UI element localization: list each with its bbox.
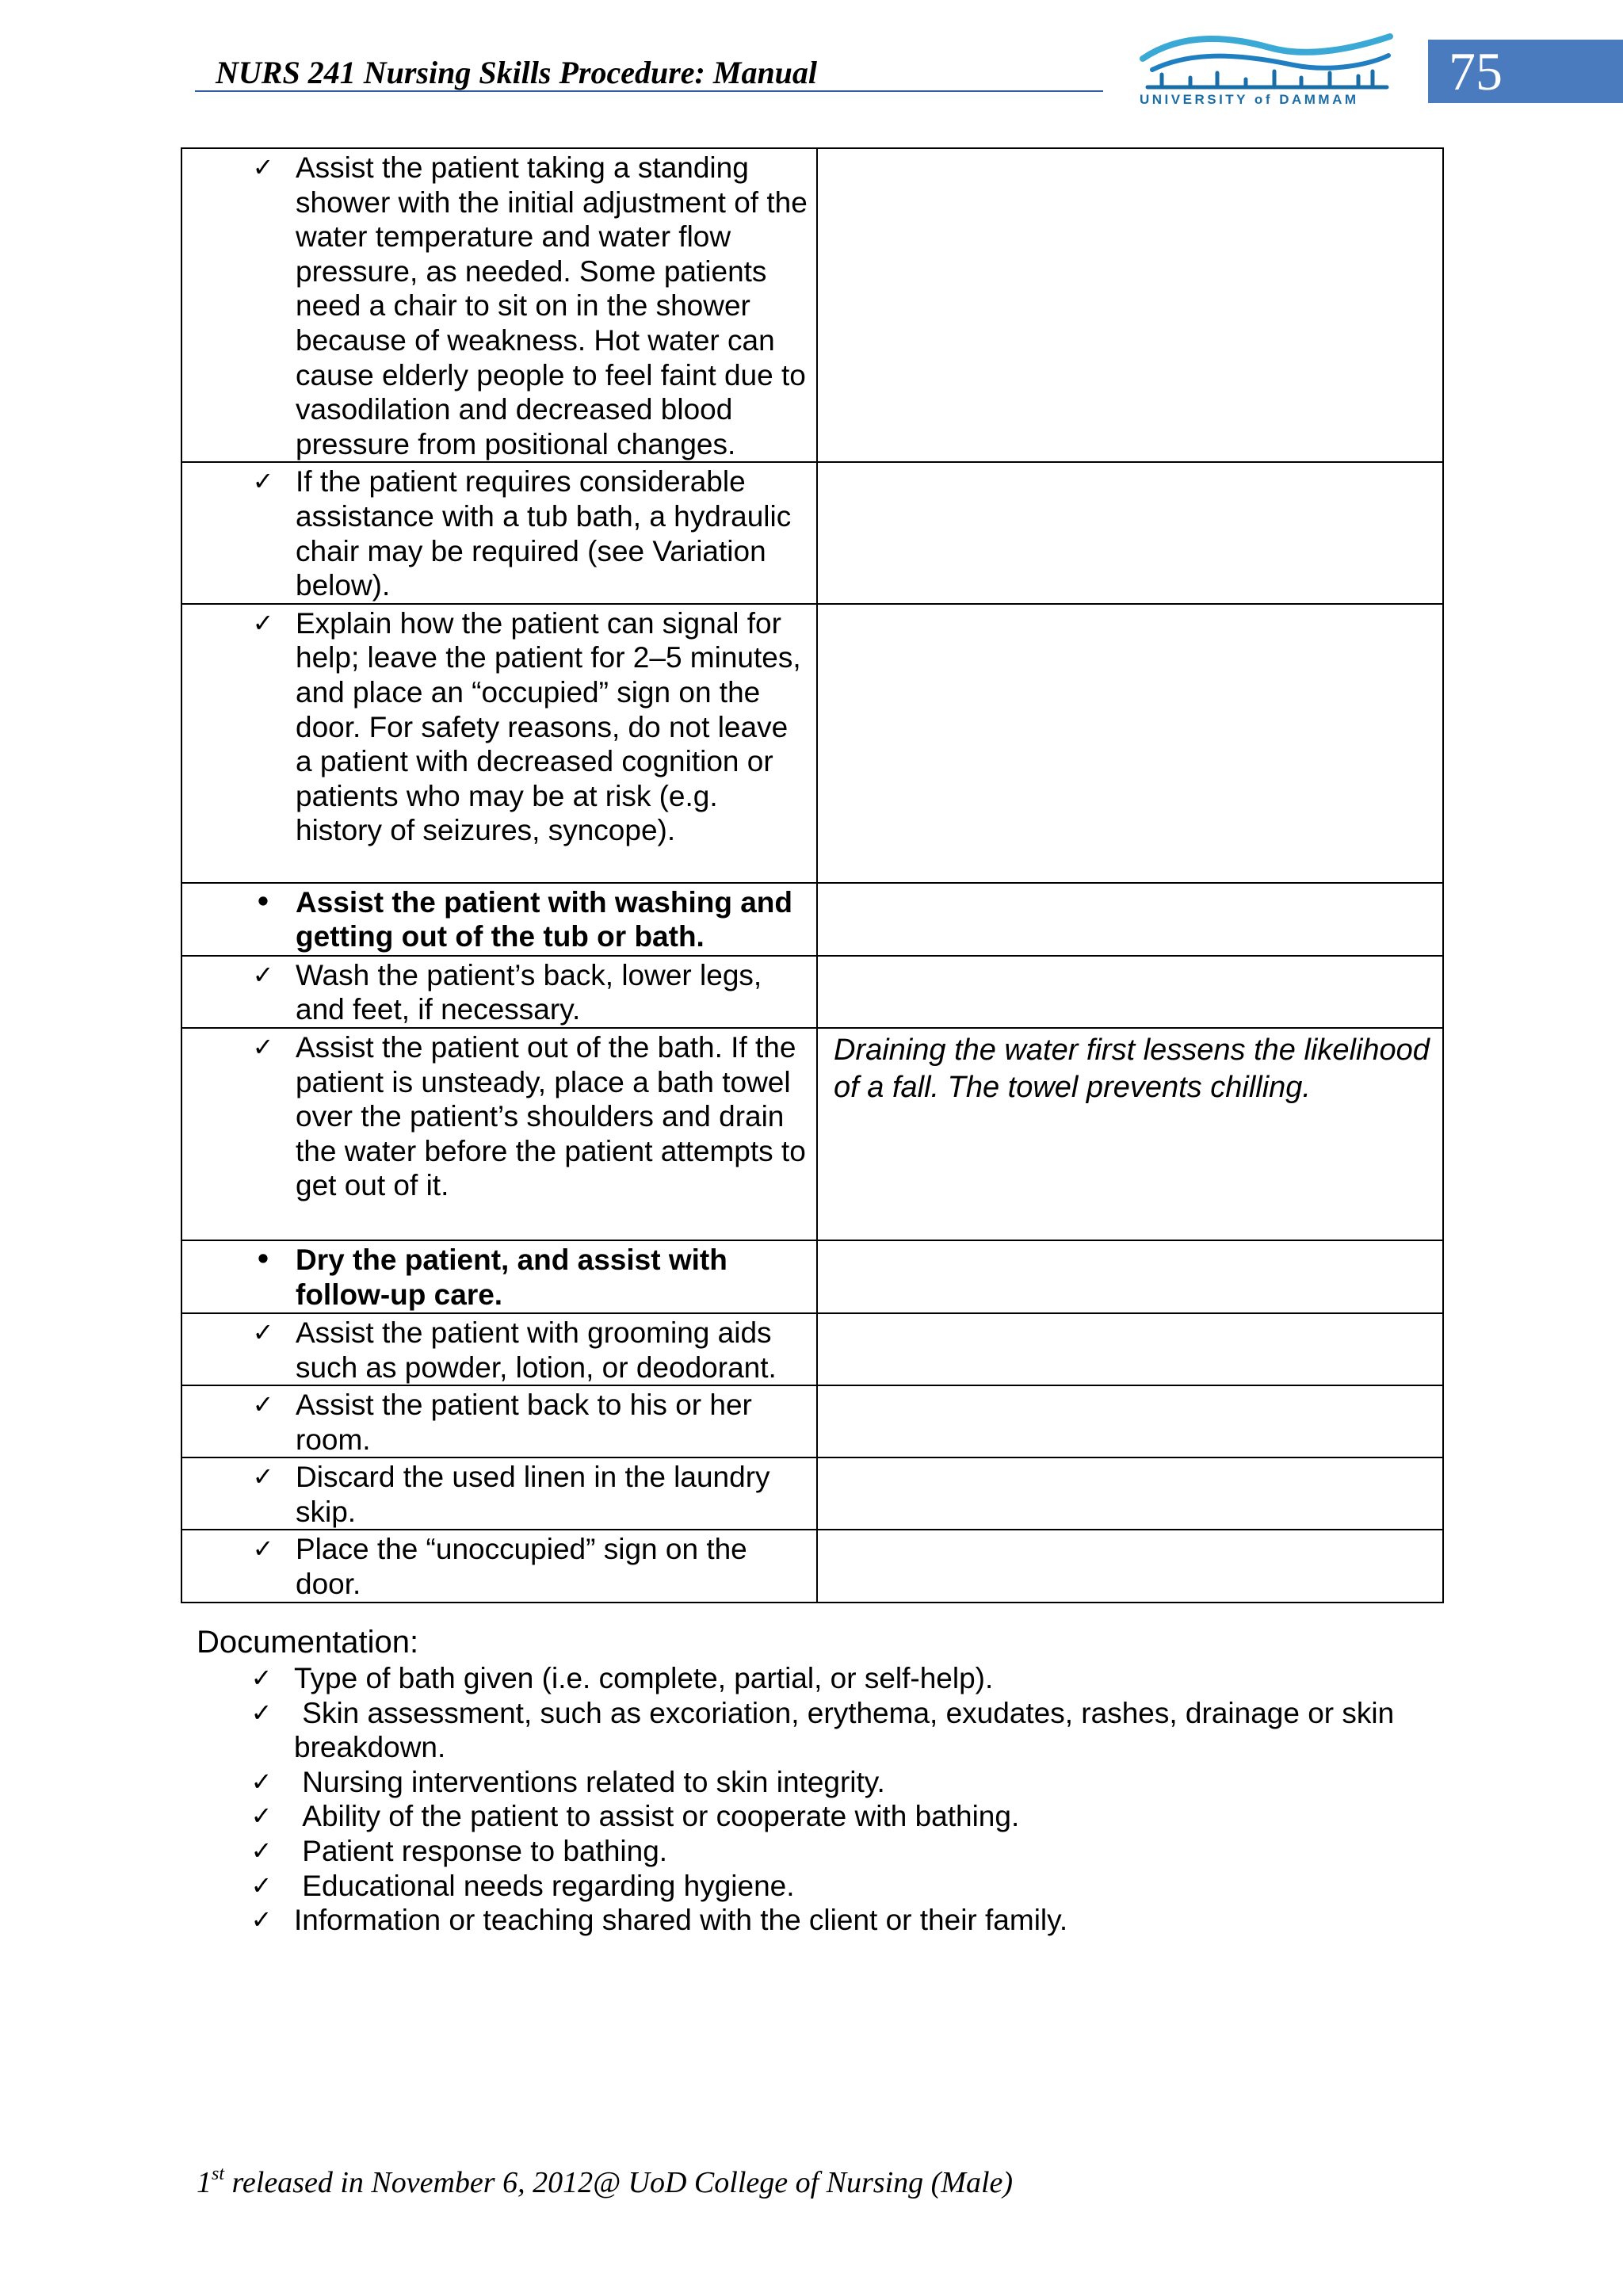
- step-text: Assist the patient out of the bath. If the patient is unsteady, place a bath towel over the patient’s shoulders and drain the water before the patient attempts to get out of it.: [296, 1030, 806, 1202]
- step-text: Assist the patient with grooming aids such as powder, lotion, or deodorant.: [296, 1316, 777, 1384]
- checkmark-icon: ✓: [250, 1801, 273, 1832]
- rationale-cell: [817, 1028, 1443, 1240]
- checkmark-icon: ✓: [252, 959, 274, 990]
- rationale-text: [818, 149, 1442, 152]
- documentation-item-text: Information or teaching shared with the client or their family.: [294, 1904, 1068, 1937]
- checkmark-icon: ✓: [250, 1697, 273, 1728]
- step-cell: [181, 604, 817, 883]
- step-cell: [181, 1385, 817, 1457]
- documentation-item-text: Skin assessment, such as excoriation, erythema, exudates, rashes, drainage or skin breakdown.: [294, 1696, 1403, 1764]
- rationale-text: [818, 957, 1442, 960]
- step-cell: [181, 1028, 817, 1240]
- bullet-icon: •: [254, 1244, 272, 1274]
- procedure-row: [181, 1457, 1443, 1530]
- checkmark-icon: ✓: [252, 466, 274, 497]
- procedure-row: [181, 1240, 1443, 1313]
- logo-arabic-script: [1148, 71, 1387, 87]
- rationale-text: [818, 1386, 1442, 1389]
- step-cell: [181, 1457, 817, 1530]
- procedure-row: [181, 883, 1443, 956]
- checkmark-icon: ✓: [252, 607, 274, 638]
- rationale-text: [818, 605, 1442, 608]
- step-text: Wash the patient’s back, lower legs, and feet, if necessary.: [296, 958, 762, 1026]
- procedure-row: [181, 1313, 1443, 1385]
- step-cell: [181, 1240, 817, 1313]
- rationale-cell: [817, 604, 1443, 883]
- procedure-row: [181, 1385, 1443, 1457]
- documentation-item: [181, 1661, 1465, 1696]
- logo-wave-top: [1143, 36, 1390, 59]
- rationale-cell: [817, 462, 1443, 603]
- step-text: Assist the patient back to his or her room.: [296, 1389, 752, 1456]
- checkmark-icon: ✓: [252, 152, 274, 182]
- step-cell: [181, 462, 817, 603]
- procedure-row: [181, 604, 1443, 883]
- checkmark-icon: ✓: [250, 1904, 273, 1935]
- page-number: 75: [1428, 40, 1623, 103]
- logo-text: UNIVERSITY of DAMMAM: [1140, 92, 1359, 107]
- step-text: Discard the used linen in the laundry skip.: [296, 1461, 770, 1528]
- documentation-item: [181, 1903, 1465, 1938]
- checkmark-icon: ✓: [250, 1766, 273, 1797]
- documentation-item: [181, 1696, 1465, 1765]
- step-text: Place the “unoccupied” sign on the door.: [296, 1533, 747, 1601]
- logo-wave-bottom: [1152, 55, 1388, 70]
- step-heading: Assist the patient with washing and getting out of the tub or bath.: [296, 885, 793, 953]
- procedure-row: [181, 956, 1443, 1028]
- documentation-item: [181, 1799, 1465, 1834]
- footer-ordinal: 1: [197, 2166, 212, 2199]
- checkmark-icon: ✓: [252, 1534, 274, 1564]
- rationale-cell: [817, 1385, 1443, 1457]
- header-title: NURS 241 Nursing Skills Procedure: Manual: [216, 55, 818, 90]
- checkmark-icon: ✓: [252, 1389, 274, 1420]
- documentation-item-text: Educational needs regarding hygiene.: [294, 1869, 795, 1902]
- documentation-item-text: Ability of the patient to assist or cooperate with bathing.: [294, 1800, 1020, 1833]
- documentation-list: [181, 1661, 1465, 1938]
- rationale-text: [818, 1458, 1442, 1461]
- rationale-cell: [817, 1457, 1443, 1530]
- documentation-item-text: Nursing interventions related to skin integrity.: [294, 1765, 885, 1798]
- rationale-cell: [817, 1530, 1443, 1602]
- documentation-item-text: Patient response to bathing.: [294, 1834, 668, 1867]
- step-cell: [181, 1313, 817, 1385]
- rationale-text: [818, 1530, 1442, 1534]
- rationale-text: Draining the water first lessens the likelihood of a fall. The towel prevents chilling.: [834, 1033, 1430, 1104]
- rationale-cell: [817, 883, 1443, 956]
- step-text: Assist the patient taking a standing shower with the initial adjustment of the water temperature and water flow pressure, as needed. Some patients need a chair to sit on in the shower because of weakness. Hot water can cause elderly people to feel faint due to vasodilation and decreased blood pressure from positional changes.: [296, 151, 808, 460]
- rationale-text: [818, 1241, 1442, 1244]
- documentation-item: [181, 1765, 1465, 1800]
- step-text: Explain how the patient can signal for help; leave the patient for 2–5 minutes, and place an “occupied” sign on the door. For safety reasons, do not leave a patient with decreased cognition or patients who may be at risk (e.g. history of seizures, syncope).: [296, 606, 801, 847]
- checkmark-icon: ✓: [252, 1316, 274, 1347]
- footer-text: released in November 6, 2012@ UoD College of Nursing (Male): [224, 2166, 1014, 2199]
- rationale-text: [818, 463, 1442, 466]
- checkmark-icon: ✓: [250, 1663, 273, 1693]
- documentation-item-text: Type of bath given (i.e. complete, partial, or self-help).: [294, 1662, 994, 1694]
- procedure-row: [181, 1028, 1443, 1240]
- checkmark-icon: ✓: [250, 1835, 273, 1866]
- procedure-row: [181, 462, 1443, 603]
- rationale-cell: [817, 1313, 1443, 1385]
- bullet-icon: •: [254, 886, 272, 917]
- rationale-text: [818, 1314, 1442, 1317]
- procedure-row: [181, 1530, 1443, 1602]
- step-cell: [181, 148, 817, 462]
- rationale-cell: [817, 956, 1443, 1028]
- rationale-text: [818, 884, 1442, 887]
- checkmark-icon: ✓: [250, 1870, 273, 1901]
- documentation-item: [181, 1869, 1465, 1904]
- step-cell: [181, 883, 817, 956]
- step-cell: [181, 1530, 817, 1602]
- documentation-heading: Documentation:: [197, 1625, 419, 1660]
- checkmark-icon: ✓: [252, 1031, 274, 1062]
- procedure-table: [181, 147, 1444, 1603]
- footer: [197, 2164, 1013, 2202]
- documentation-item: [181, 1834, 1465, 1869]
- rationale-cell: [817, 1240, 1443, 1313]
- step-heading: Dry the patient, and assist with follow-up care.: [296, 1243, 727, 1311]
- rationale-cell: [817, 148, 1443, 462]
- footer-ordinal-suffix: st: [212, 2164, 225, 2184]
- checkmark-icon: ✓: [252, 1461, 274, 1492]
- step-text: If the patient requires considerable assistance with a tub bath, a hydraulic chair may be required (see Variation below).: [296, 465, 792, 602]
- procedure-row: [181, 148, 1443, 462]
- step-cell: [181, 956, 817, 1028]
- header-divider: [195, 90, 1103, 92]
